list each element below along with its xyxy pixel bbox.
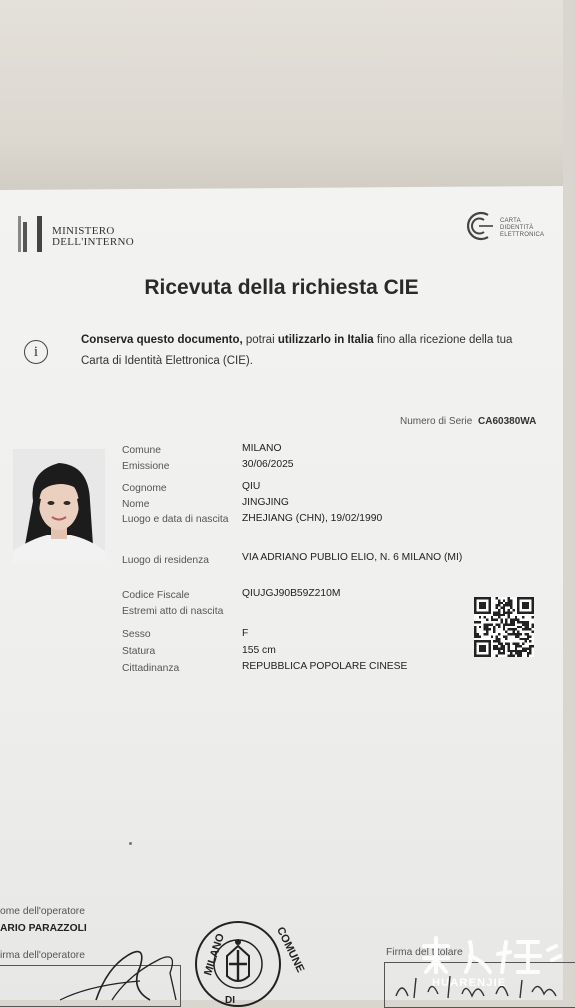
- residenza-label: Luogo di residenza: [122, 555, 210, 566]
- emissione-value: 30/06/2025: [242, 459, 294, 470]
- cittadinanza-label: Cittadinanza: [122, 663, 180, 674]
- nome-label: Nome: [122, 499, 150, 510]
- cittadinanza-value: REPUBBLICA POPOLARE CINESE: [242, 661, 408, 672]
- notice-plain-1: potrai: [242, 334, 278, 346]
- operator-name-value: ARIO PARAZZOLI: [0, 923, 87, 934]
- document-title: Ricevuta della richiesta CIE: [144, 276, 419, 299]
- estremi-label: Estremi atto di nascita: [122, 606, 224, 617]
- statura-value: 155 cm: [242, 645, 276, 656]
- cognome-value: QIU: [242, 481, 261, 492]
- watermark-text: HUARENJIE: [432, 977, 507, 989]
- comune-value: MILANO: [242, 443, 282, 454]
- paper-mark: [129, 842, 132, 845]
- stamp-text-milano: MILANO: [202, 932, 228, 978]
- cie-logo-icon: [462, 208, 496, 244]
- serial-number-label: Numero di Serie: [400, 416, 473, 427]
- notice-bold-2: utilizzarlo in Italia: [277, 334, 374, 346]
- background-wall: [0, 0, 563, 200]
- holder-signature-label: Firma del titolare: [386, 947, 463, 958]
- stamp-text-comune: COMUNE: [274, 925, 307, 975]
- emissione-label: Emissione: [122, 461, 170, 472]
- holder-photo: [13, 449, 105, 563]
- codice-fiscale-value: QIUJGJ90B59Z210M: [242, 588, 341, 599]
- ministry-line2: DELL'INTERNO: [52, 236, 134, 248]
- codice-fiscale-label: Codice Fiscale: [122, 590, 190, 601]
- nascita-label: Luogo e data di nascita: [122, 514, 229, 525]
- municipal-stamp-icon: [193, 916, 307, 1006]
- cognome-label: Cognome: [122, 483, 167, 494]
- sesso-label: Sesso: [122, 629, 151, 640]
- operator-name-label: ome dell'operatore: [0, 906, 85, 917]
- info-icon: i: [24, 340, 48, 364]
- notice-text: [81, 330, 543, 372]
- notice-plain-2: fino alla ricezione della tua Carta di Identità Elettronica (CIE).: [81, 334, 513, 367]
- notice-bold-1: Conserva questo documento,: [81, 334, 243, 346]
- operator-signature-label: irma dell'operatore: [0, 950, 85, 961]
- ministry-name: [52, 226, 134, 248]
- cie-line3: ELETTRONICA: [500, 232, 545, 238]
- residenza-value: VIA ADRIANO PUBLIO ELIO, N. 6 MILANO (MI): [242, 552, 463, 563]
- ministry-line1: MINISTERO: [52, 225, 115, 237]
- nascita-value: ZHEJIANG (CHN), 19/02/1990: [242, 513, 383, 524]
- cie-line2: DIDENTITÀ: [500, 225, 534, 231]
- comune-label: Comune: [122, 445, 161, 456]
- qr-code-icon: [474, 597, 534, 657]
- operator-signature: [0, 945, 200, 1000]
- sesso-value: F: [242, 628, 249, 639]
- nome-value: JINGJING: [242, 497, 289, 508]
- serial-number-value: CA60380WA: [478, 416, 537, 427]
- stamp-text-di: DI: [225, 995, 235, 1006]
- cie-logo-text: [500, 218, 544, 239]
- ministry-emblem-icon: [12, 216, 44, 252]
- statura-label: Statura: [122, 646, 156, 657]
- cie-line1: CARTA: [500, 218, 521, 224]
